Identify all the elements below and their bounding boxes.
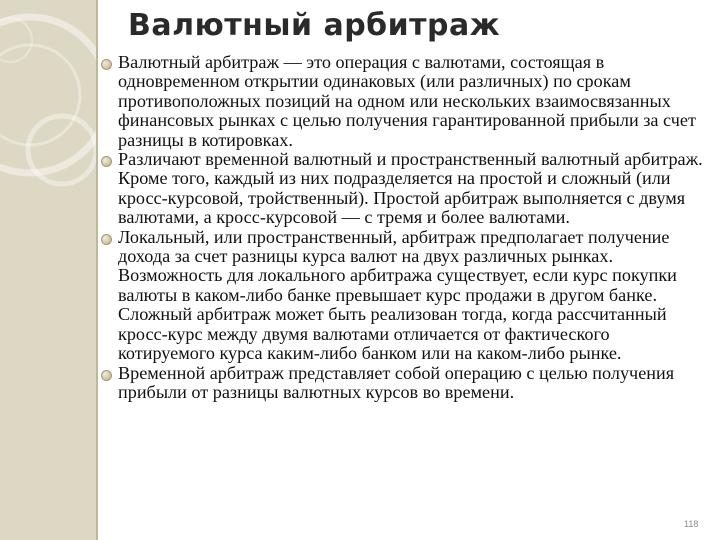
list-item	[101, 228, 707, 364]
list-item	[101, 53, 707, 150]
decorative-sidebar	[0, 0, 96, 540]
bullet-text: Локальный, или пространственный, арбитраж предполагает получение дохода за счет разницы курса валют на двух различных рынках. Возможность для локального арбитража существует, если курс покупки валюты в каком-либо банке превышает курс продажи в другом банке. Сложный арбитраж может быть реализован тогда, когда рассчитанный кросс-курс между двумя валютами отличается от фактического котируемого курса каким-либо банком или на каком-либо рынке.	[118, 226, 677, 364]
bullet-icon	[101, 59, 112, 70]
bullet-text: Различают временной валютный и пространственный валютный арбитраж. Кроме того, каждый из них подразделяется на простой и сложный (или кросс-курсовой, тройственный). Простой арбитраж выполняется с двумя валютами, а кросс-курсовой — с тремя и более валютами.	[118, 149, 703, 228]
decorative-circles-graphic	[0, 0, 96, 540]
sidebar-divider	[96, 0, 98, 540]
list-item	[101, 364, 707, 403]
page-number: 118	[684, 519, 699, 529]
bullet-icon	[101, 156, 112, 167]
slide-title: Валютный арбитраж	[128, 8, 501, 43]
list-item	[101, 150, 707, 228]
bullet-text: Валютный арбитраж — это операция с валютами, состоящая в одновременном открытии одинаковых (или различных) по срокам противоположных позиций на одном или нескольких взаимосвязанных финансовых рынках с целью получения гарантированной прибыли за счет разницы в котировках.	[118, 52, 696, 150]
bullet-icon	[101, 370, 112, 381]
bullet-text: Временной арбитраж представляет собой операцию с целью получения прибыли от разницы валютных курсов во времени.	[118, 362, 675, 402]
bullet-icon	[101, 234, 112, 245]
bullet-list	[101, 53, 707, 402]
